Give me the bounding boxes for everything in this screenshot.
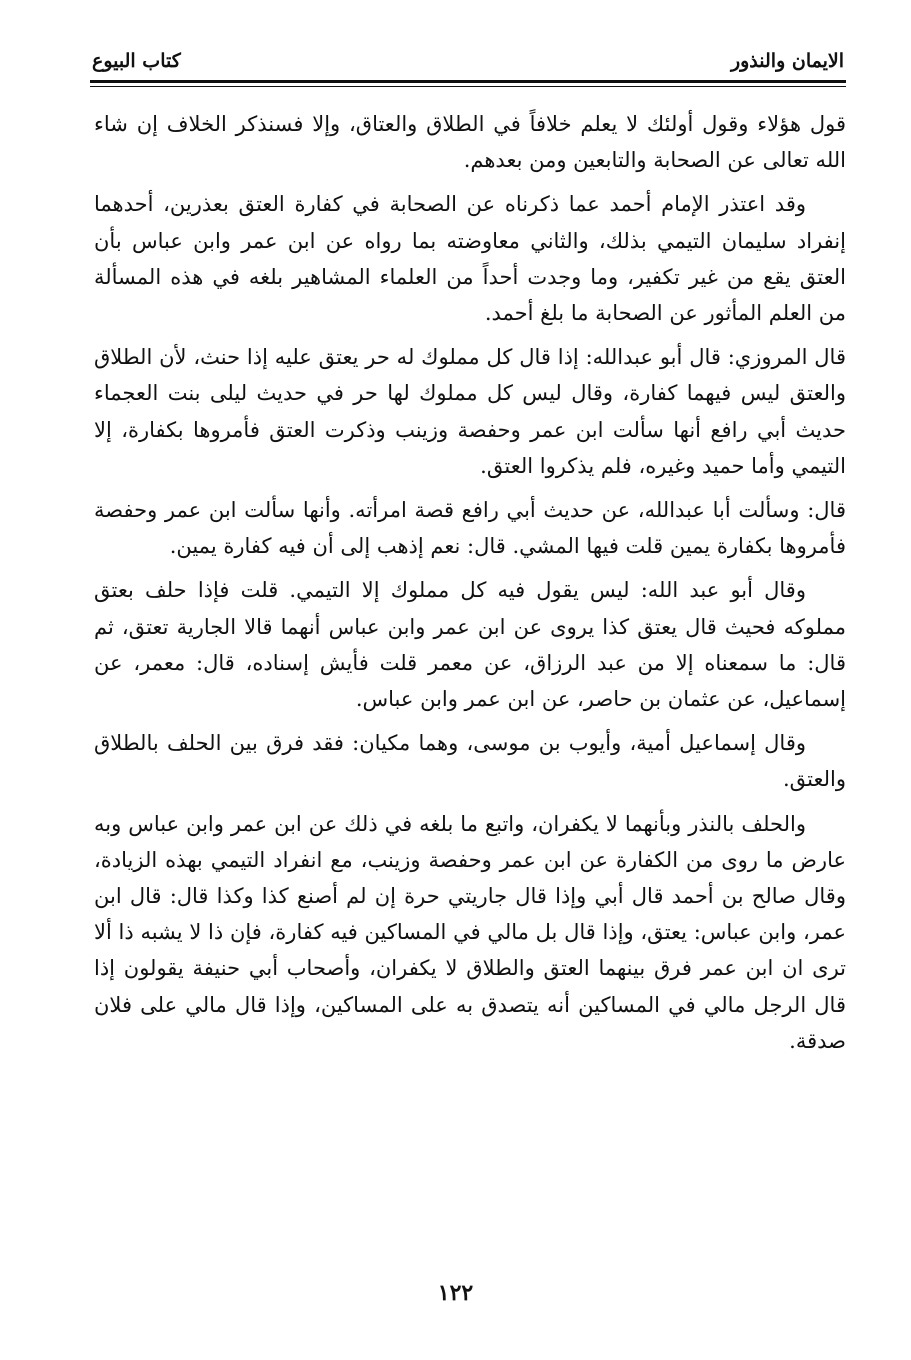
paragraph: قال: وسألت أبا عبدالله، عن حديث أبي رافع قصة امرأته. وأنها سألت ابن عمر وحفصة فأمروها بكفارة يمين قلت فيها المشي. قال: نعم إذهب إلى أن فيه كفارة يمين.: [94, 498, 846, 559]
paragraph: وقال أبو عبد الله: ليس يقول فيه كل مملوك إلا التيمي. قلت فإذا حلف بعتق مملوكه فحيث قال يعتق كذا يروى عن ابن عمر وابن عباس أنهما قالا الجارية تعتق، ثم قال: ما سمعناه إلا من عبد الرزاق، عن معمر قلت فأيش إسناده، قال: معمر، عن إسماعيل، عن عثمان بن حاصر، عن ابن عمر وابن عباس.: [94, 578, 846, 712]
running-header: [92, 42, 844, 72]
paragraph: والحلف بالنذر وبأنهما لا يكفران، واتبع ما بلغه في ذلك عن ابن عمر وابن عباس وبه عارض ما روى من الكفارة عن ابن عمر وحفصة وزينب، مع انفراد التيمي بهذه الزيادة، وقال صالح بن أحمد قال أبي وإذا قال جاريتي حرة إن لم أصنع كذا وكذا قال: قال ابن عمر، وابن عباس: يعتق، وإذا قال بل مالي في المساكين فيه كفارة، فإن ذا لا يشبه ذا ألا ترى ان ابن عمر فرق بينهما العتق والطلاق لا يكفران، وأصحاب أبي حنيفة يقولون إذا قال الرجل مالي في المساكين أنه يتصدق به على المساكين، وإذا قال مالي على فلان صدقة.: [94, 811, 846, 1053]
paragraph: وقال إسماعيل أمية، وأيوب بن موسى، وهما مكيان: فقد فرق بين الحلف بالطلاق والعتق.: [94, 731, 846, 792]
header-rule-thin: [90, 86, 846, 87]
header-rule: [90, 80, 846, 87]
header-rule-thick: [90, 80, 846, 83]
paragraph: قال المروزي: قال أبو عبدالله: إذا قال كل مملوك له حر يعتق عليه إذا حنث، لأن الطلاق والعتق ليس فيهما كفارة، وقال ليس كل مملوك لها حر في حديث ليلى بنت العجماء حديث أبي رافع أنها سألت ابن عمر وحفصة وزينب وذكرت العتق فأمروها بكفارة، إلا التيمي وأما حميد وغيره، فلم يذكروا العتق.: [94, 345, 846, 478]
header-book-title: كتاب البيوع: [92, 50, 181, 72]
body-text: [94, 106, 846, 1067]
header-chapter-title: الايمان والنذور: [730, 50, 844, 72]
paragraph: قول هؤلاء وقول أولئك لا يعلم خلافاً في الطلاق والعتاق، وإلا فسنذكر الخلاف إن شاء الله تعالى عن الصحابة والتابعين ومن بعدهم.: [94, 112, 846, 173]
page-number: ١٢٢: [437, 1280, 474, 1306]
paragraph: وقد اعتذر الإمام أحمد عما ذكرناه عن الصحابة في كفارة العتق بعذرين، أحدهما إنفراد سليمان التيمي بذلك، والثاني معاوضته بما رواه عن ابن عمر وابن عباس بأن العتق يقع من غير تكفير، وما وجدت أحداً من العلماء المشاهير بلغه في هذه المسألة من العلم المأثور عن الصحابة ما بلغ أحمد.: [94, 192, 846, 326]
